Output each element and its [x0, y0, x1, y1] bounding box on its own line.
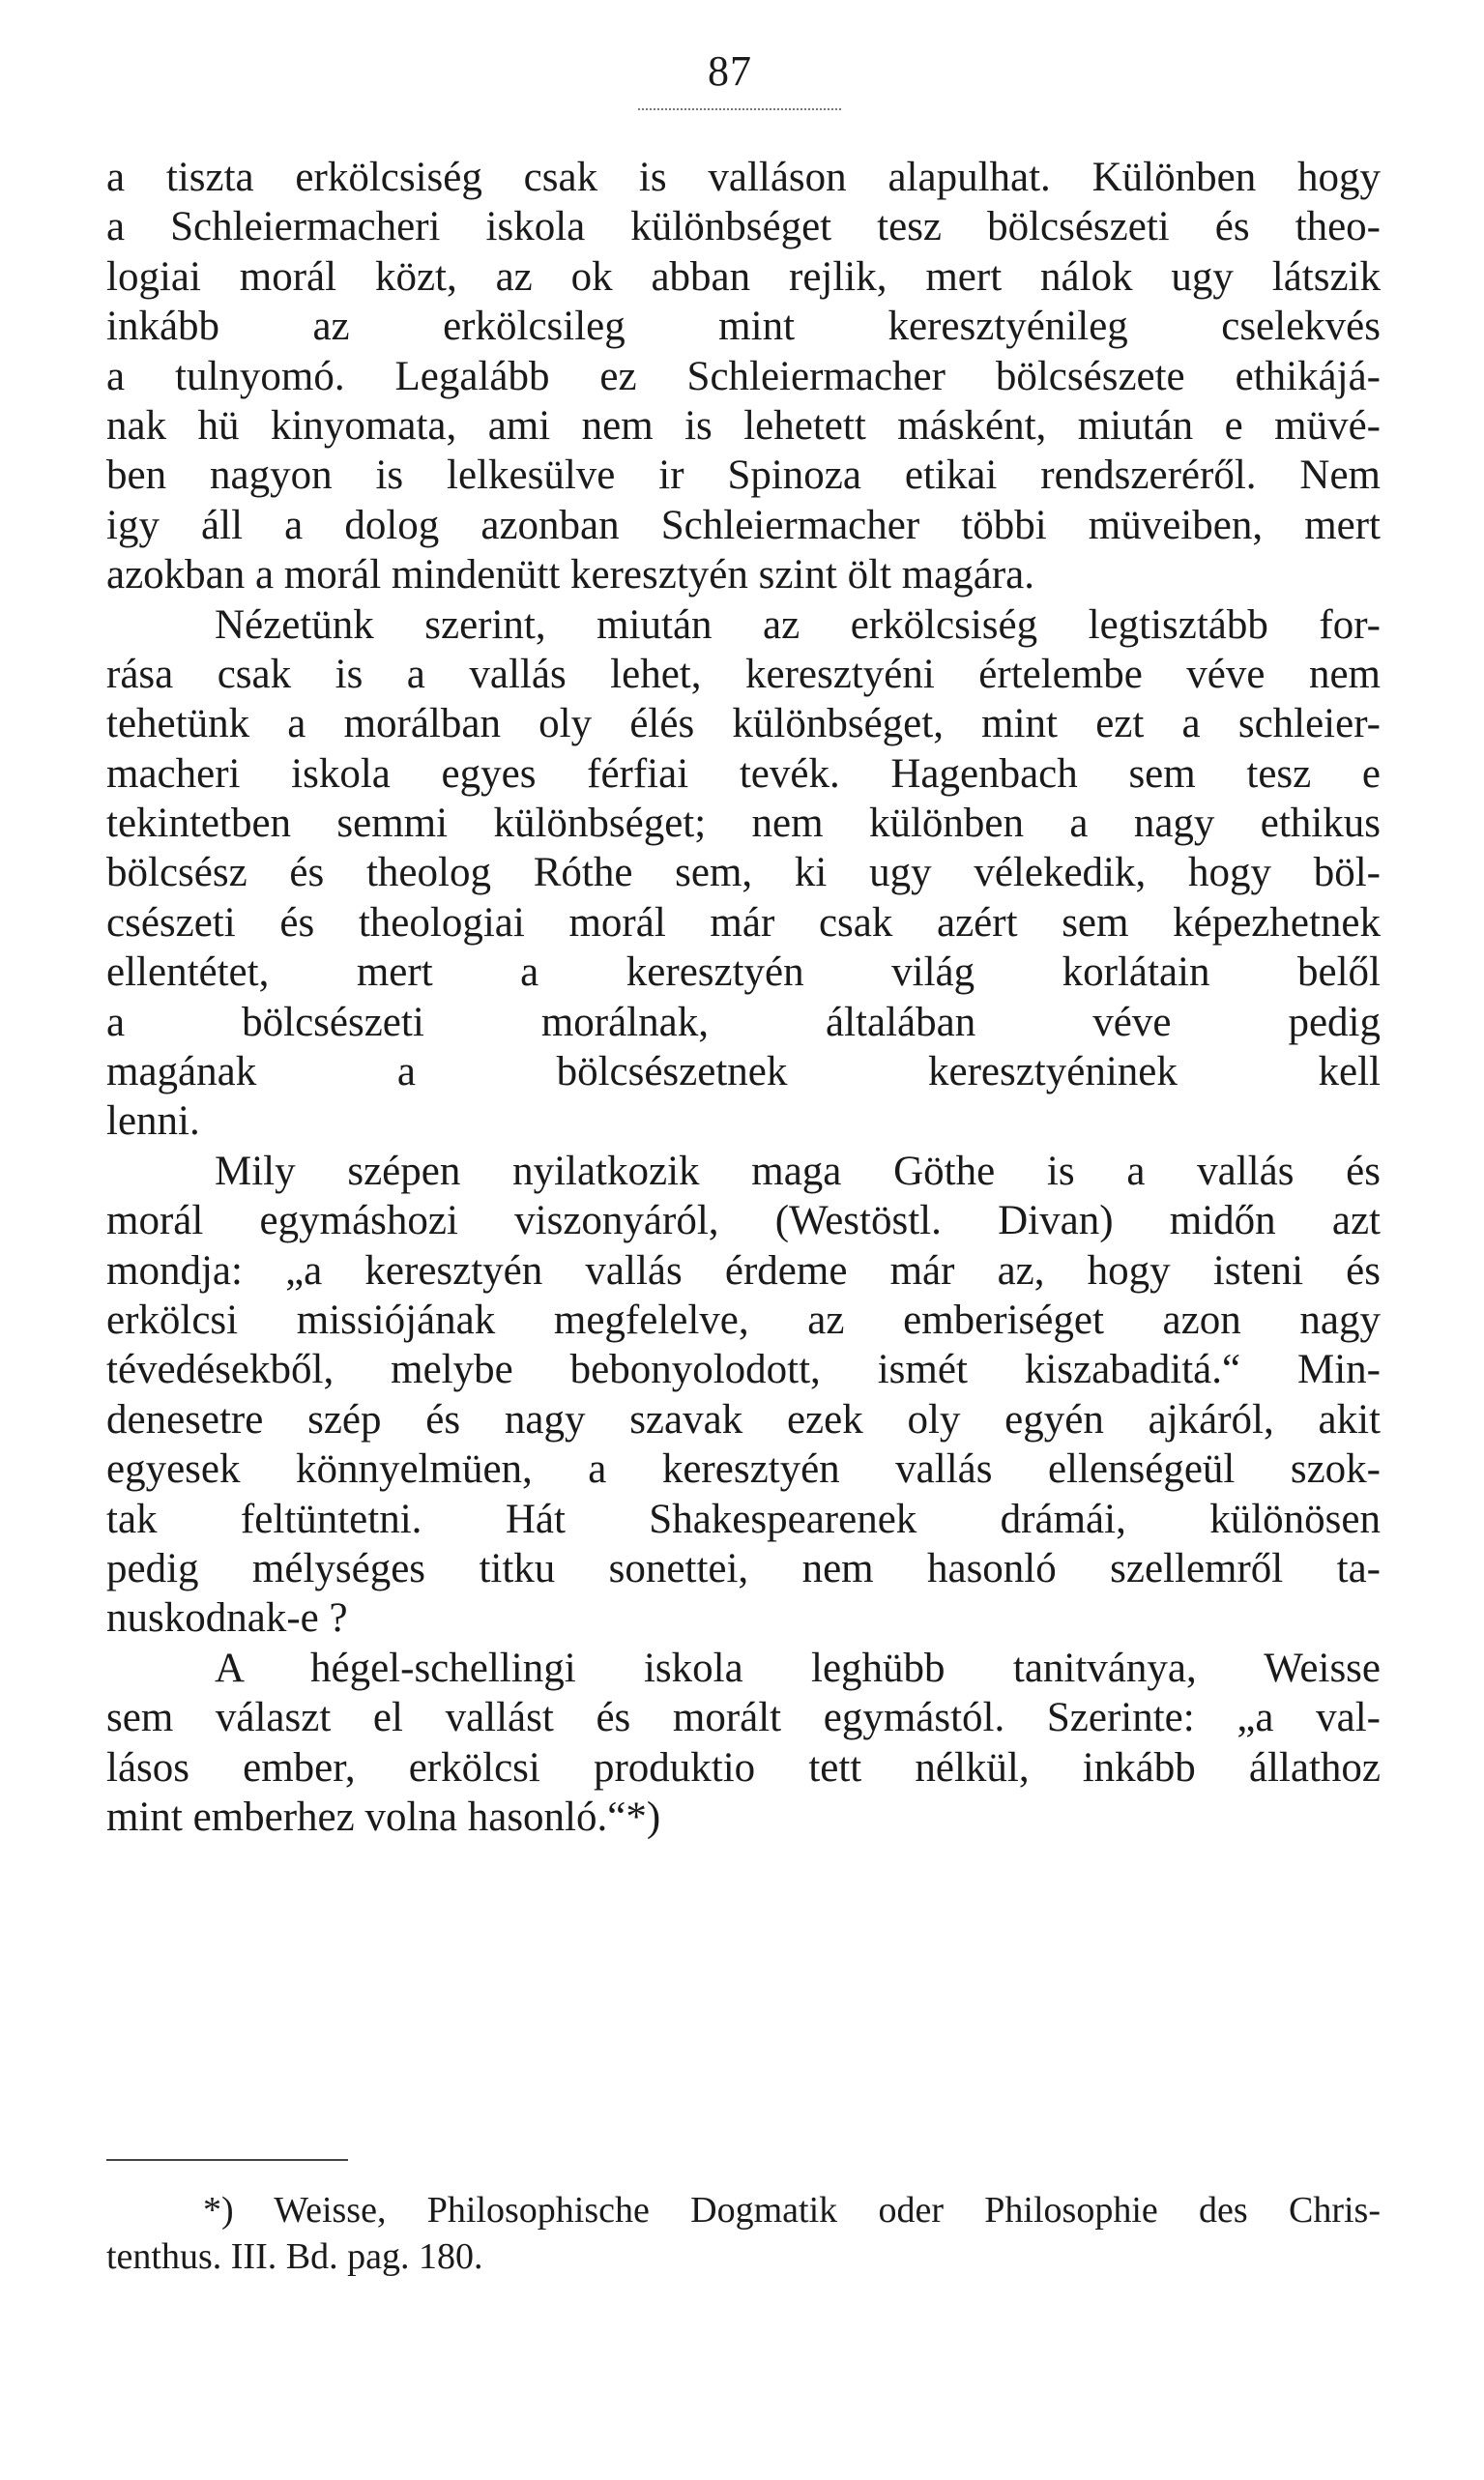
text-line: a Schleiermacheri iskola különbséget tesz bölcsészeti és theo-: [106, 204, 1381, 250]
text-line: lenni.: [106, 1098, 200, 1145]
text-line: nuskodnak-e ?: [106, 1595, 348, 1642]
text-line: a tulnyomó. Legalább ez Schleiermacher bölcsészete ethikájá-: [106, 353, 1381, 399]
text-line: tehetünk a morálban oly élés különbséget, mint ezt a schleier-: [106, 701, 1381, 747]
text-line: tak feltüntetni. Hát Shakespearenek drámái, különösen: [106, 1496, 1381, 1542]
text-line: egyesek könnyelmüen, a keresztyén vallás ellenségeül szok-: [106, 1446, 1381, 1493]
text-line: igy áll a dolog azonban Schleiermacher többi müveiben, mert: [106, 502, 1381, 548]
text-line: nak hü kinyomata, ami nem is lehetett másként, miután e müvé-: [106, 402, 1381, 449]
text-line: csészeti és theologiai morál már csak azért sem képezhetnek: [106, 899, 1381, 946]
footnotes: [106, 2187, 1381, 2280]
text-line: magának a bölcsészetnek keresztyéninek kell: [106, 1049, 1381, 1095]
footnote-separator: [106, 2159, 348, 2161]
text-line: macheri iskola egyes férfiai tevék. Hagenbach sem tesz e: [106, 750, 1381, 797]
text-line: mint emberhez volna hasonló.“*): [106, 1794, 661, 1840]
text-line: Nézetünk szerint, miután az erkölcsiség legtisztább for-: [215, 601, 1381, 648]
page-number-rule: [638, 108, 841, 113]
text-line: a bölcsészeti morálnak, általában véve pedig: [106, 999, 1381, 1045]
text-line: azokban a morál mindenütt keresztyén szint ölt magára.: [106, 552, 1034, 598]
footnote-line: tenthus. III. Bd. pag. 180.: [106, 2236, 483, 2277]
text-line: bölcsész és theolog Róthe sem, ki ugy vélekedik, hogy böl-: [106, 850, 1381, 896]
text-line: inkább az erkölcsileg mint keresztyénileg cselekvés: [106, 304, 1381, 350]
text-line: ellentétet, mert a keresztyén világ korlátain belől: [106, 949, 1381, 996]
page-number: 87: [708, 47, 752, 95]
text-line: erkölcsi missiójának megfelelve, az emberiséget azon nagy: [106, 1297, 1381, 1343]
text-line: morál egymáshozi viszonyáról, (Westöstl. Divan) midőn azt: [106, 1198, 1381, 1244]
text-line: tévedésekből, melybe bebonyolodott, ismét kiszabaditá.“ Min-: [106, 1347, 1381, 1393]
body-text: [106, 153, 1381, 1842]
text-line: tekintetben semmi különbséget; nem különben a nagy ethikus: [106, 801, 1381, 847]
text-line: A hégel-schellingi iskola leghübb tanitványa, Weisse: [215, 1645, 1381, 1691]
text-line: mondja: „a keresztyén vallás érdeme már az, hogy isteni és: [106, 1247, 1381, 1294]
text-line: Mily szépen nyilatkozik maga Göthe is a vallás és: [215, 1148, 1381, 1194]
text-line: rása csak is a vallás lehet, keresztyéni értelembe véve nem: [106, 651, 1381, 697]
text-line: lásos ember, erkölcsi produktio tett nélkül, inkább állathoz: [106, 1744, 1381, 1791]
text-line: denesetre szép és nagy szavak ezek oly egyén ajkáról, akit: [106, 1396, 1381, 1443]
footnote-line: *) Weisse, Philosophische Dogmatik oder Philosophie des Chris-: [203, 2190, 1381, 2231]
text-line: logiai morál közt, az ok abban rejlik, mert nálok ugy látszik: [106, 253, 1381, 300]
text-line: ben nagyon is lelkesülve ir Spinoza etikai rendszeréről. Nem: [106, 452, 1381, 499]
text-line: sem választ el vallást és morált egymástól. Szerinte: „a val-: [106, 1695, 1381, 1741]
text-line: pedig mélységes titku sonettei, nem hasonló szellemről ta-: [106, 1545, 1381, 1591]
text-line: a tiszta erkölcsiség csak is valláson alapulhat. Különben hogy: [106, 155, 1381, 200]
